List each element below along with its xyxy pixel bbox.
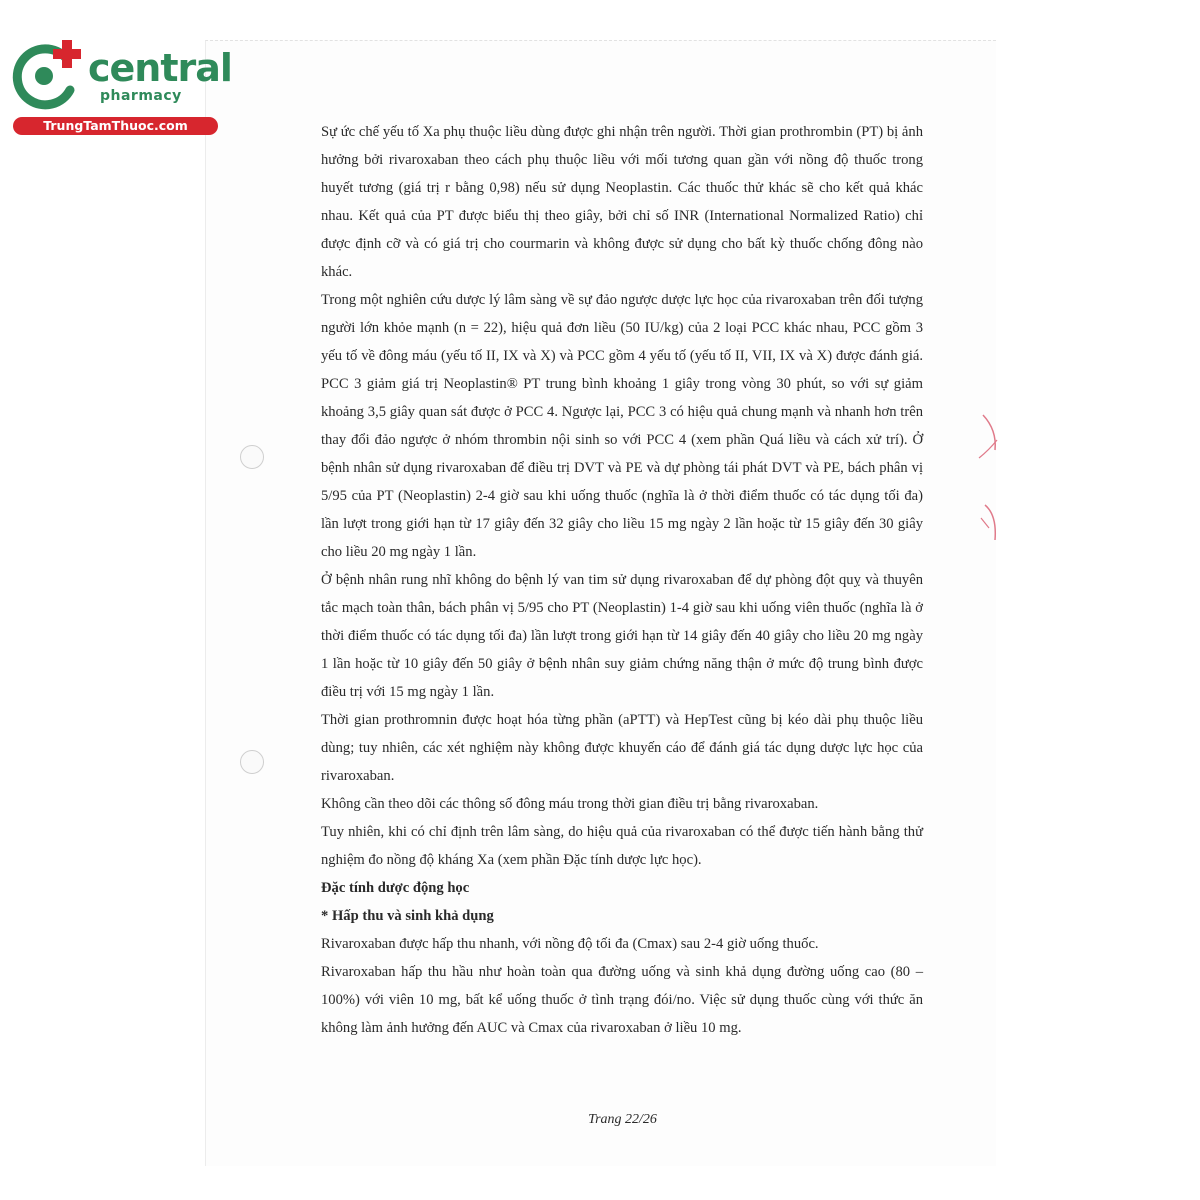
punch-hole-bottom bbox=[240, 750, 264, 774]
paragraph-absorption-cmax: Rivaroxaban được hấp thu nhanh, với nồng độ tối đa (Cmax) sau 2-4 giờ uống thuốc. bbox=[321, 936, 819, 952]
section-heading-pharmacokinetics: Đặc tính dược động học bbox=[321, 880, 470, 896]
logo-site-badge: TrungTamThuoc.com bbox=[13, 117, 218, 135]
paragraph-aptt: Thời gian prothromnin được hoạt hóa từng phần (aPTT) và HepTest cũng bị kéo dài phụ thuộc liều dùng; tuy nhiên, các xét nghiệm này không được khuyến cáo để đánh giá tác dụng dược lực học của rivaroxaban. bbox=[321, 712, 923, 784]
paragraph-atrial-fibrillation: Ở bệnh nhân rung nhĩ không do bệnh lý van tim sử dụng rivaroxaban để dự phòng đột quỵ và thuyên tắc mạch toàn thân, bách phân vị 5/95 cho PT (Neoplastin) 1-4 giờ sau khi uống viên thuốc (nghĩa là ở thời điểm thuốc có tác dụng tối đa) lần lượt trong giới hạn từ 14 giây đến 40 giây cho liều 20 mg ngày 1 lần hoặc từ 10 giây đến 50 giây ở bệnh nhân suy giảm chứng năng thận ở mức độ trung bình được điều trị với 15 mg ngày 1 lần. bbox=[321, 572, 923, 700]
pharmacy-cross-icon bbox=[10, 38, 88, 116]
page-number: Trang 22/26 bbox=[588, 1112, 657, 1127]
logo-tagline: pharmacy bbox=[100, 88, 182, 104]
punch-hole-top bbox=[240, 445, 264, 469]
paragraph-pt-effect: Sự ức chế yếu tố Xa phụ thuộc liều dùng được ghi nhận trên người. Thời gian prothrombin (PT) bị ảnh hưởng bởi rivaroxaban theo cách phụ thuộc liều với mối tương quan gần với nồng độ thuốc trong huyết tương (giá trị r bằng 0,98) nếu sử dụng Neoplastin. Các thuốc thử khác sẽ cho kết quả khác nhau. Kết quả của PT được biểu thị theo giây, bởi chỉ số INR (International Normalized Ratio) chỉ được định cỡ và có giá trị cho courmarin và không được sử dụng cho bất kỳ thuốc chống đông nào khác. bbox=[321, 124, 923, 280]
paragraph-pcc-study: Trong một nghiên cứu dược lý lâm sàng về sự đảo ngược dược lực học của rivaroxaban trên đối tượng người lớn khỏe mạnh (n = 22), hiệu quả đơn liều (50 IU/kg) của 2 loại PCC khác nhau, PCC gồm 3 yếu tố về đông máu (yếu tố II, IX và X) và PCC gồm 4 yếu tố (yếu tố II, VII, IX và X) được đánh giá. PCC 3 giảm giá trị Neoplastin® PT trung bình khoảng 1 giây trong vòng 30 phút, so với sự giảm khoảng 3,5 giây quan sát được ở PCC 4. Ngược lại, PCC 3 có hiệu quả chung mạnh và nhanh hơn trên thay đổi đảo ngược ở nhóm thrombin nội sinh so với PCC 4 (xem phần Quá liều và cách xử trí). Ở bệnh nhân sử dụng rivaroxaban để điều trị DVT và PE và dự phòng tái phát DVT và PE, bách phân vị 5/95 của PT (Neoplastin) 2-4 giờ sau khi uống thuốc (nghĩa là ở thời điểm thuốc có tác dụng tối đa) lần lượt trong giới hạn từ 17 giây đến 32 giây cho liều 15 mg ngày 2 lần hoặc từ 15 giây đến 30 giây cho liều 20 mg ngày 1 lần. bbox=[321, 292, 923, 560]
subsection-heading-absorption: * Hấp thu và sinh khả dụng bbox=[321, 908, 494, 924]
logo-brand: central bbox=[88, 46, 232, 90]
central-pharmacy-logo bbox=[10, 38, 232, 138]
stamp-fragment-icon bbox=[975, 410, 1003, 545]
document-body bbox=[321, 118, 923, 1042]
paragraph-bioavailability: Rivaroxaban hấp thu hầu như hoàn toàn qua đường uống và sinh khả dụng đường uống cao (80 – 100%) với viên 10 mg, bất kể uống thuốc ở tình trạng đói/no. Việc sử dụng thuốc cùng với thức ăn không làm ảnh hưởng đến AUC và Cmax của rivaroxaban ở liều 10 mg. bbox=[321, 964, 923, 1036]
paragraph-monitoring: Không cần theo dõi các thông số đông máu trong thời gian điều trị bằng rivaroxaban. bbox=[321, 796, 819, 812]
paragraph-anti-xa: Tuy nhiên, khi có chỉ định trên lâm sàng, do hiệu quả của rivaroxaban có thể được tiến hành bằng thử nghiệm đo nồng độ kháng Xa (xem phần Đặc tính dược lực học). bbox=[321, 824, 923, 868]
